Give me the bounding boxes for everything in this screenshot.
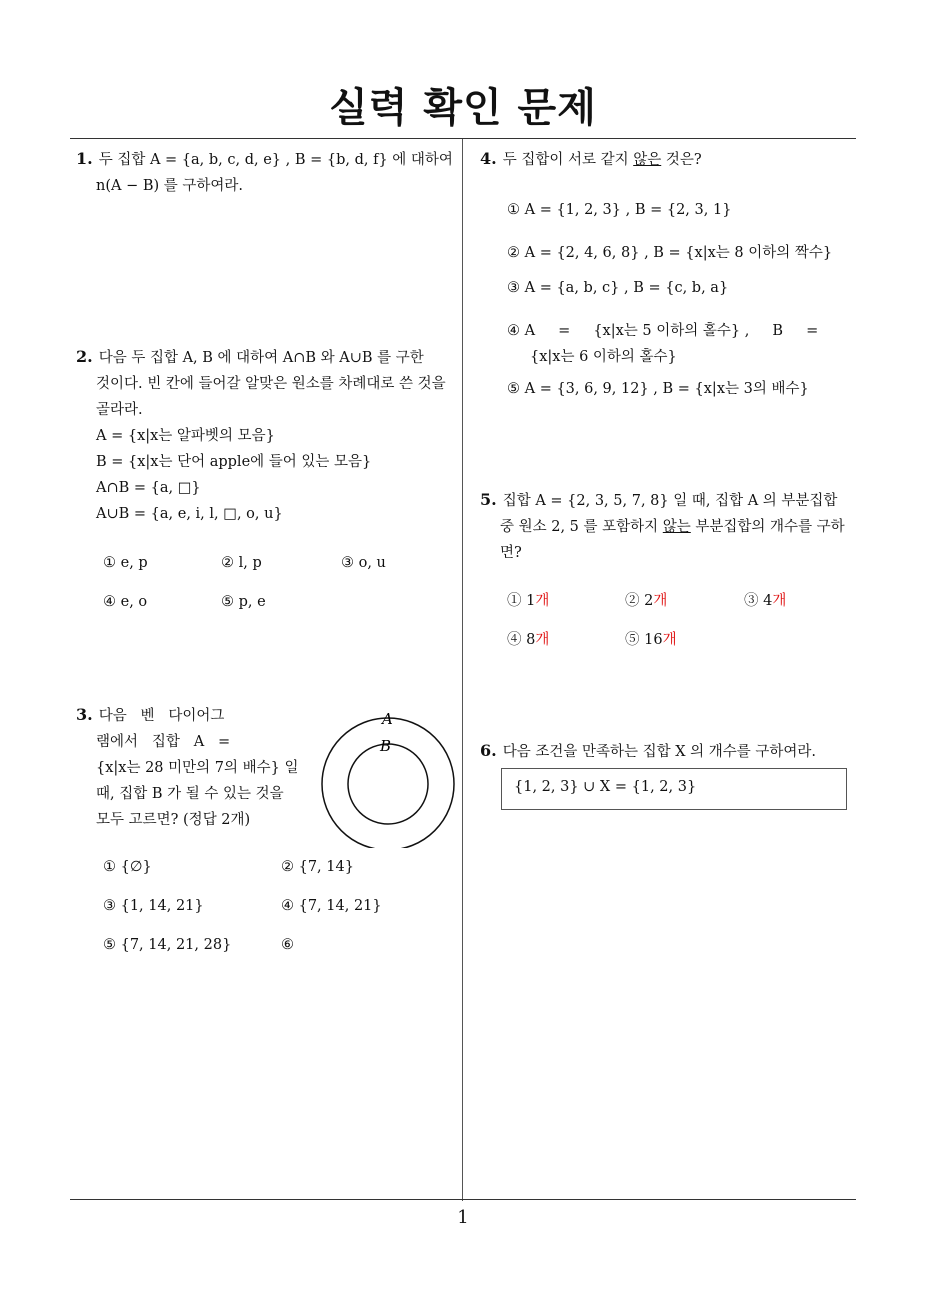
bottom-rule	[70, 1199, 856, 1200]
question-1	[76, 146, 460, 199]
question-text: 다음 두 집합 A, B 에 대하여 A∩B 와 A∪B 를 구한	[98, 350, 424, 366]
set-a: A = {x|x는 알파벳의 모음}	[96, 428, 275, 444]
emphasis-underline: 않은	[633, 152, 662, 168]
q2-option-5[interactable]: ⑤ p, e	[221, 594, 266, 610]
set-definitions	[76, 423, 460, 527]
question-text: n(A − B) 를 구하여라.	[96, 178, 244, 194]
option-value: ⑤ 16	[625, 632, 663, 648]
set-a-label: A	[382, 710, 393, 728]
q4-option-2[interactable]: ② A = {2, 4, 6, 8} , B = {x|x는 8 이하의 짝수}	[507, 245, 833, 261]
q3-option-6[interactable]: ⑥	[281, 937, 294, 953]
condition-box	[501, 768, 847, 810]
question-text: 두 집합이 서로 같지	[502, 152, 634, 168]
question-2	[76, 344, 460, 527]
column-divider	[462, 139, 463, 1201]
page-number: 1	[457, 1207, 469, 1228]
q5-option-4[interactable]	[507, 628, 549, 649]
question-text: 것은?	[661, 152, 702, 168]
q4-option-5[interactable]: ⑤ A = {3, 6, 9, 12} , B = {x|x는 3의 배수}	[507, 381, 809, 397]
q2-option-3[interactable]: ③ o, u	[341, 555, 386, 571]
question-5	[480, 487, 864, 566]
q2-option-2[interactable]: ② l, p	[221, 555, 262, 571]
option-value: ③ 4	[744, 593, 773, 609]
q4-option-4[interactable]: ④ A = {x|x는 5 이하의 홀수} , B =	[507, 323, 819, 339]
question-4	[480, 146, 860, 173]
set-b: B = {x|x는 단어 apple에 들어 있는 모음}	[96, 454, 372, 470]
q5-option-1[interactable]	[507, 589, 549, 610]
question-text: 다음 벤 다이어그	[98, 708, 225, 724]
question-text: 부분집합의 개수를 구하	[690, 519, 845, 535]
option-unit: 개	[772, 593, 787, 609]
option-unit: 개	[535, 593, 550, 609]
option-unit: 개	[662, 632, 677, 648]
question-text: 두 집합 A = {a, b, c, d, e} , B = {b, d, f} 에 대하여	[98, 152, 453, 168]
q2-option-1[interactable]: ① e, p	[103, 555, 148, 571]
union: A∪B = {a, e, i, l, □, o, u}	[96, 506, 283, 522]
q4-option-1[interactable]: ① A = {1, 2, 3} , B = {2, 3, 1}	[507, 202, 732, 218]
question-text: 램에서 집합 A =	[96, 734, 231, 750]
question-text: 것이다. 빈 칸에 들어갈 알맞은 원소를 차례대로 쓴 것을	[96, 376, 446, 392]
question-text: 모두 고르면? (정답 2개)	[96, 812, 251, 828]
q5-option-3[interactable]	[744, 589, 786, 610]
question-text: {x|x는 28 미만의 7의 배수} 일	[96, 760, 299, 776]
question-number: 4.	[480, 149, 497, 168]
option-value: ② 2	[625, 593, 654, 609]
q4-option-3[interactable]: ③ A = {a, b, c} , B = {c, b, a}	[507, 280, 729, 296]
q5-option-5[interactable]	[625, 628, 677, 649]
condition-text: {1, 2, 3} ∪ X = {1, 2, 3}	[514, 779, 697, 795]
question-number: 6.	[480, 741, 497, 760]
question-number: 1.	[76, 149, 93, 168]
question-text: 때, 집합 B 가 될 수 있는 것을	[96, 786, 284, 802]
question-6	[480, 738, 864, 765]
q2-option-4[interactable]: ④ e, o	[103, 594, 148, 610]
question-text: 중 원소 2, 5 를 포함하지	[500, 519, 663, 535]
q3-option-3[interactable]: ③ {1, 14, 21}	[103, 898, 204, 914]
option-unit: 개	[535, 632, 550, 648]
option-unit: 개	[653, 593, 668, 609]
emphasis-underline: 않는	[662, 519, 691, 535]
question-text: 다음 조건을 만족하는 집합 X 의 개수를 구하여라.	[502, 744, 817, 760]
q3-option-2[interactable]: ② {7, 14}	[281, 859, 354, 875]
top-rule	[70, 138, 856, 139]
q5-option-2[interactable]	[625, 589, 667, 610]
question-3	[76, 702, 308, 833]
q3-option-1[interactable]: ① {∅}	[103, 859, 152, 875]
question-number: 3.	[76, 705, 93, 724]
question-number: 5.	[480, 490, 497, 509]
question-number: 2.	[76, 347, 93, 366]
question-text: 면?	[500, 545, 522, 561]
set-b-label: B	[380, 737, 392, 755]
option-value: ① 1	[507, 593, 536, 609]
q4-option-4-cont: {x|x는 6 이하의 홀수}	[530, 349, 677, 365]
option-value: ④ 8	[507, 632, 536, 648]
question-text: 집합 A = {2, 3, 5, 7, 8} 일 때, 집합 A 의 부분집합	[502, 493, 838, 509]
intersection: A∩B = {a, □}	[96, 480, 201, 496]
venn-diagram	[318, 708, 458, 848]
set-b-circle	[348, 744, 428, 824]
q3-option-4[interactable]: ④ {7, 14, 21}	[281, 898, 382, 914]
q3-option-5[interactable]: ⑤ {7, 14, 21, 28}	[103, 937, 232, 953]
page-title: 실력 확인 문제	[329, 85, 597, 131]
question-text: 골라라.	[96, 402, 143, 418]
